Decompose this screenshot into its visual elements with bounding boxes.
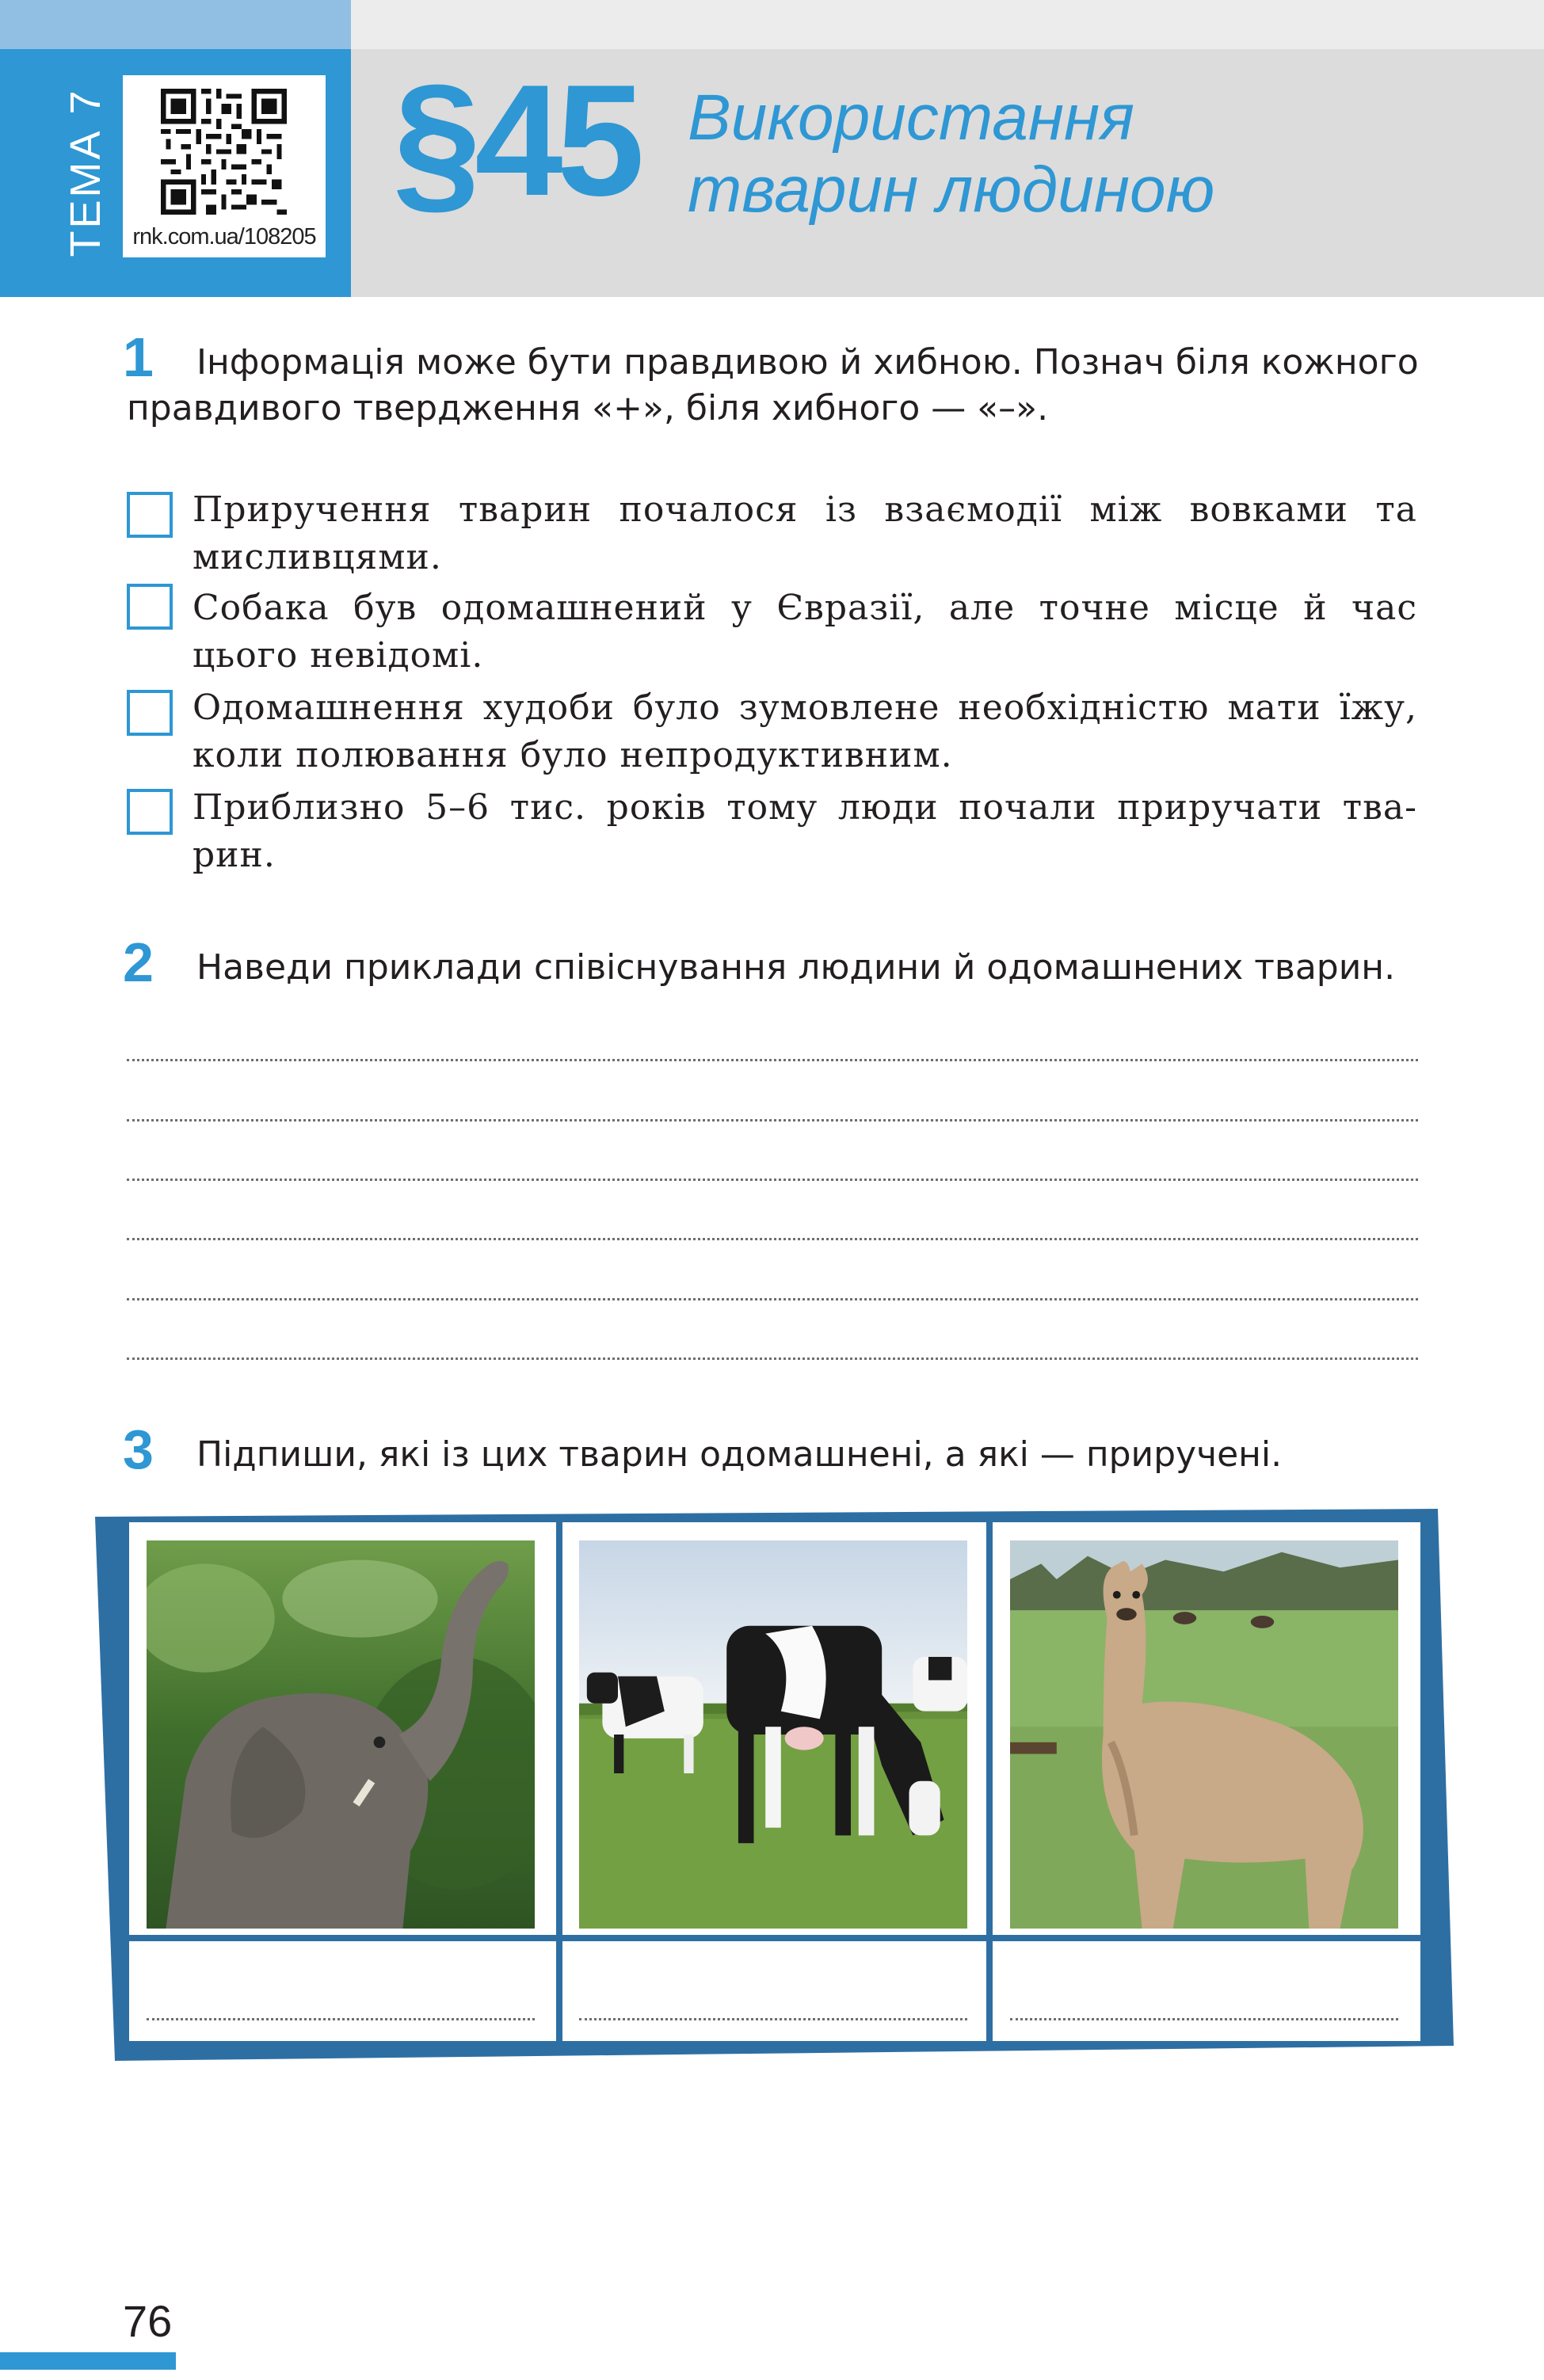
statement-3-line-2: коли полювання було непродуктивним.	[193, 735, 953, 775]
task-2-instruction-text: Наведи приклади співіснування людини й одомашнених тварин.	[196, 947, 1396, 988]
qr-url[interactable]: rnk.com.ua/108205	[132, 224, 316, 249]
photo-cows	[579, 1540, 967, 1929]
caption-line-llama[interactable]	[1010, 2018, 1398, 2020]
caption-line-elephant[interactable]	[147, 2018, 535, 2020]
task-2-number: 2	[123, 931, 154, 993]
theme-label: ТЕМА 7	[62, 88, 109, 257]
title-line-2: тварин людиною	[688, 154, 1215, 227]
photo-elephant	[147, 1540, 535, 1929]
task-1-number: 1	[123, 326, 154, 388]
task-1-instruction-line-2: правдивого твердження «+», біля хибного — «–».	[127, 388, 1049, 428]
task-3-instruction-text: Підпиши, які із цих тварин одомашнені, а які — приручені.	[196, 1434, 1283, 1475]
statement-2-line-1: Собака був одомашнений у Євразії, але точне місце й час	[193, 588, 1417, 628]
task-3-number: 3	[123, 1418, 154, 1480]
photo-llama	[1010, 1540, 1398, 1929]
title-line-1: Використання	[688, 82, 1134, 154]
paragraph-number: §45	[393, 52, 639, 229]
statement-1-line-1: Приручення тварин почалося із взаємодії між вовками та	[193, 489, 1417, 530]
statement-4-line-2: рин.	[193, 835, 276, 875]
statement-4-line-1: Приблизно 5–6 тис. років тому люди почали приручати тва-	[193, 787, 1417, 828]
statement-1-line-2: мисливцями.	[193, 537, 442, 577]
page-number-bar	[0, 2352, 176, 2370]
page-number: 76	[123, 2296, 173, 2346]
statement-2-line-2: цього невідомі.	[193, 635, 484, 676]
task-1-instruction-line-1: Інформація може бути правдивою й хибною. Познач біля кожного	[196, 342, 1419, 383]
statement-3-line-1: Одомашнення худоби було зумовлене необхідністю мати їжу,	[193, 687, 1417, 728]
caption-line-cows[interactable]	[579, 2018, 967, 2020]
